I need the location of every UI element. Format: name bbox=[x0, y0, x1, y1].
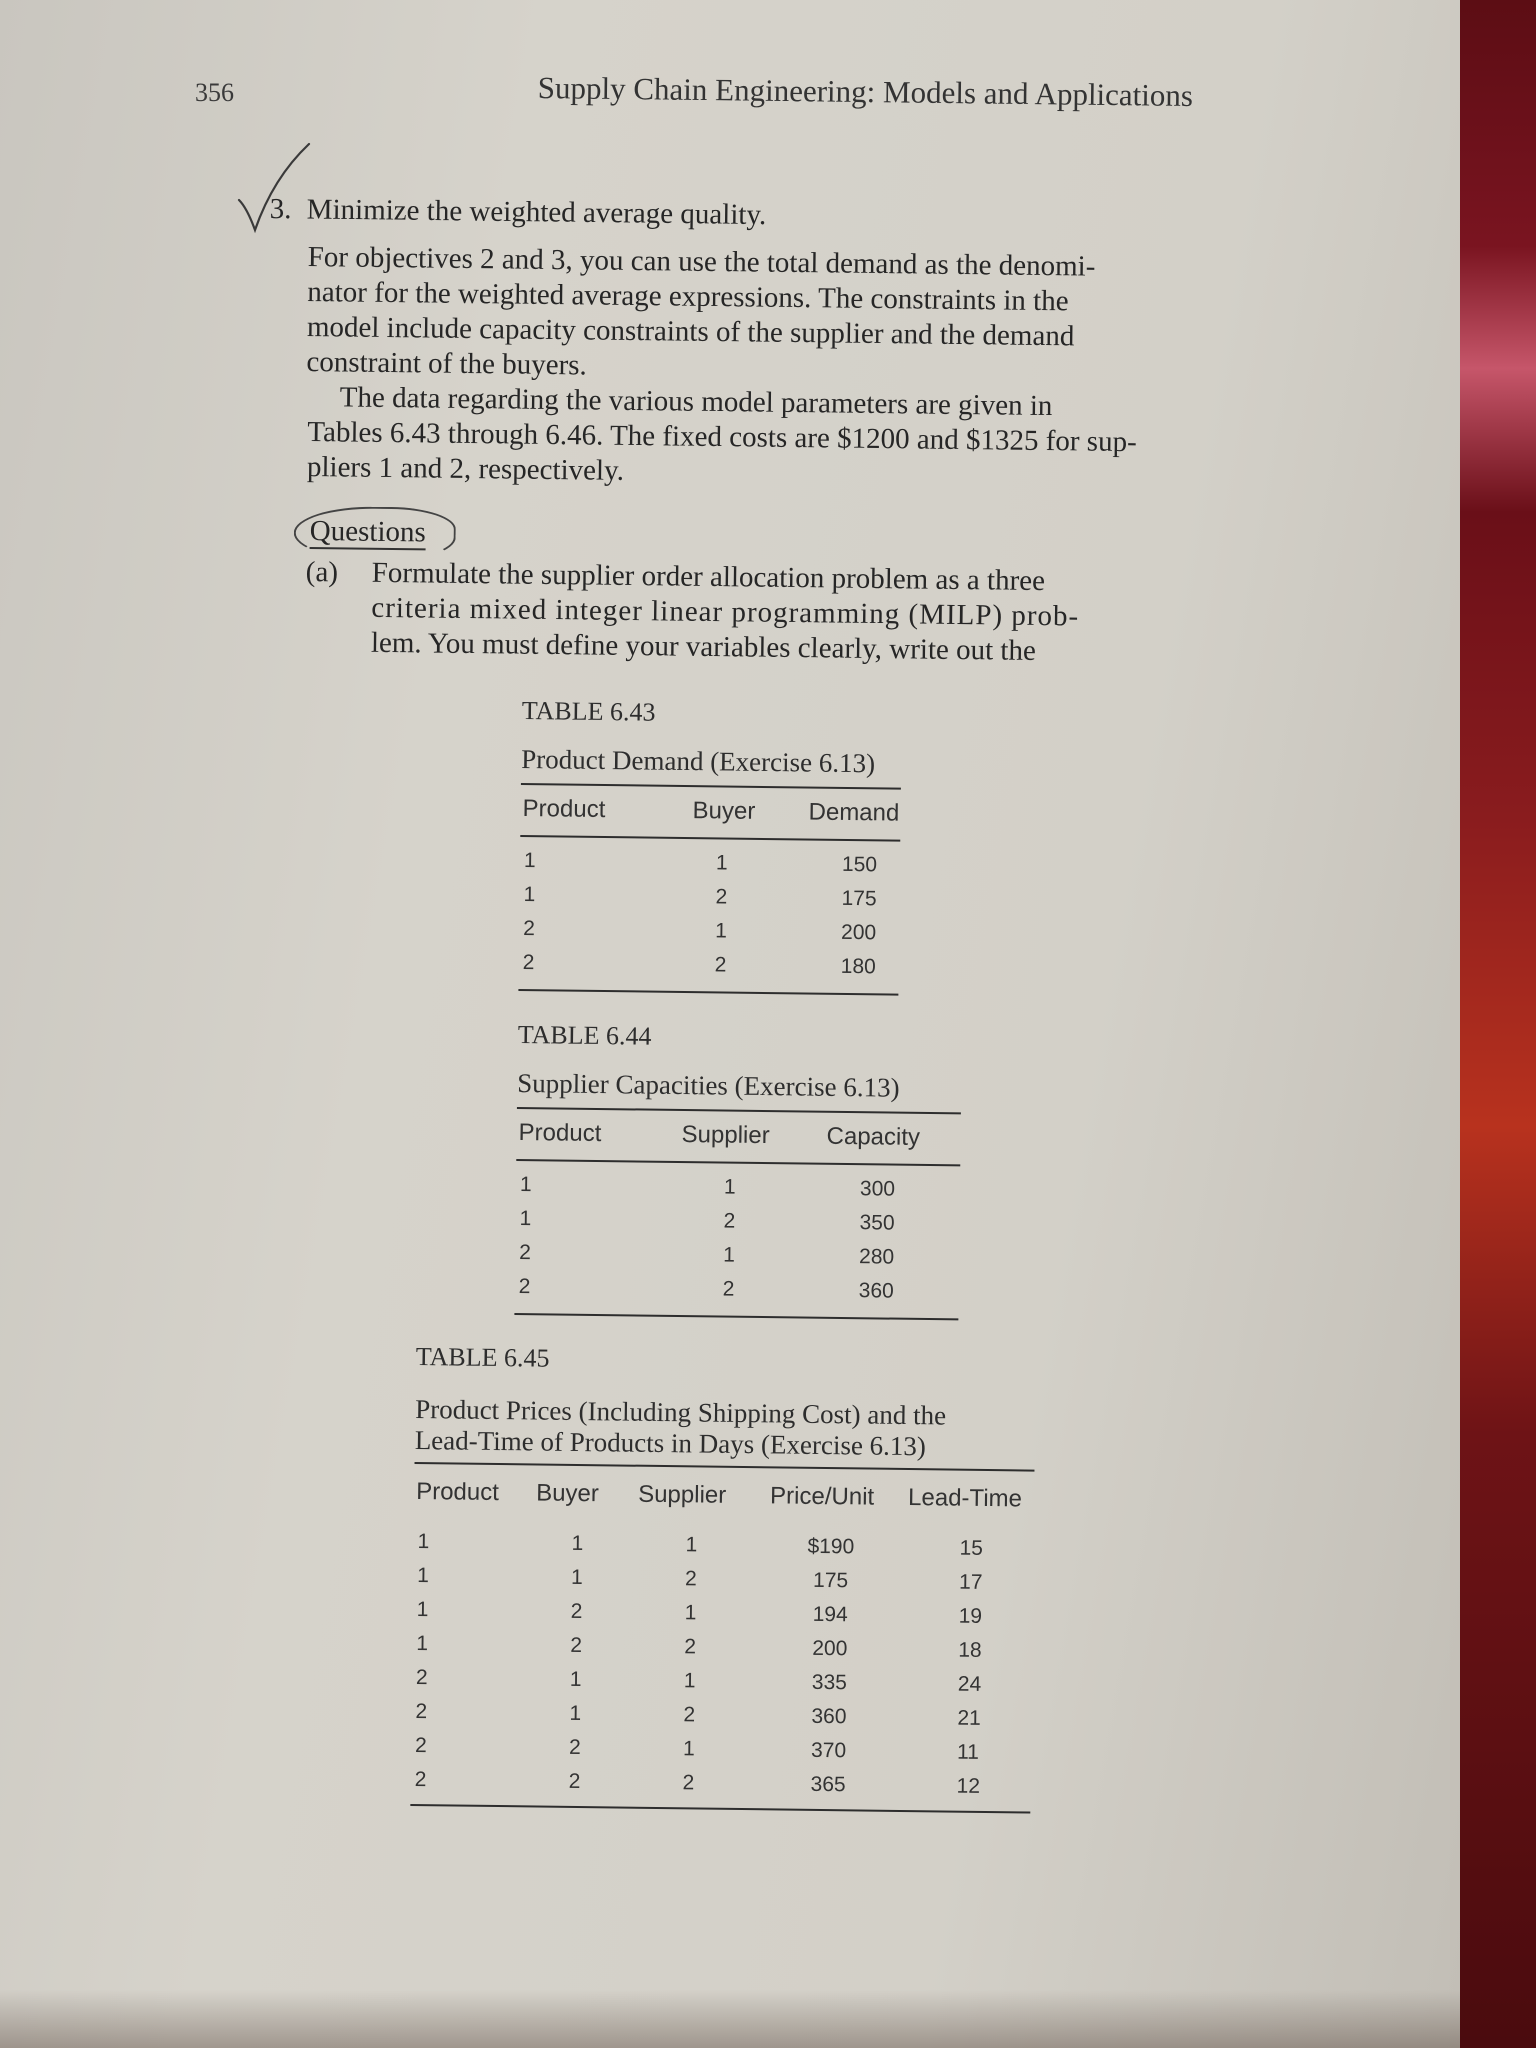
table-cell: 2 bbox=[715, 885, 728, 909]
table-cell: 175 bbox=[812, 1568, 849, 1593]
table-row bbox=[520, 849, 900, 888]
table-cell: 1 bbox=[569, 1667, 582, 1692]
column-header: Buyer bbox=[535, 1479, 600, 1508]
table-cell: 2 bbox=[568, 1769, 581, 1794]
table-cell: 2 bbox=[684, 1567, 697, 1591]
table-cell: 1 bbox=[723, 1243, 735, 1267]
table-cell: 1 bbox=[715, 851, 728, 875]
table-row bbox=[516, 1173, 960, 1212]
item-3-number: 3. bbox=[269, 192, 292, 226]
text-line: pliers 1 and 2, respectively. bbox=[306, 450, 625, 487]
paragraph-2 bbox=[307, 380, 1208, 496]
table-cell: 2 bbox=[714, 953, 727, 977]
table-caption-line: Product Prices (Including Shipping Cost) and the bbox=[414, 1393, 947, 1431]
column-header: Product bbox=[416, 1478, 500, 1507]
column-header: Capacity bbox=[826, 1122, 921, 1151]
column-header: Demand bbox=[808, 798, 900, 827]
table-cell: $190 bbox=[807, 1534, 855, 1559]
table-cell: 2 bbox=[519, 1241, 531, 1265]
table-cell: 2 bbox=[523, 917, 535, 941]
table-cell: 2 bbox=[518, 1275, 531, 1299]
pen-circle bbox=[293, 506, 456, 562]
table-row bbox=[515, 1207, 959, 1246]
table-cell: 200 bbox=[812, 1636, 848, 1661]
table-cell: 1 bbox=[519, 1207, 532, 1231]
column-header: Lead-Time bbox=[907, 1484, 1023, 1513]
paragraph-1 bbox=[306, 240, 1208, 391]
table-row bbox=[519, 883, 899, 922]
text-line: lem. You must define your variables clearly, write out the bbox=[370, 626, 1037, 667]
table-6-43 bbox=[518, 696, 902, 996]
table-cell: 350 bbox=[859, 1211, 895, 1235]
table-row bbox=[410, 1768, 1030, 1810]
table-6-44 bbox=[514, 1020, 962, 1320]
page-number: 356 bbox=[195, 78, 234, 107]
table-cell: 1 bbox=[417, 1530, 430, 1554]
table-cell: 360 bbox=[858, 1279, 894, 1303]
column-header: Product bbox=[522, 795, 606, 824]
text-line: constraint of the buyers. bbox=[306, 345, 587, 382]
text-line: The data regarding the various model parameters are given in bbox=[339, 381, 1053, 423]
table-cell: 360 bbox=[811, 1704, 847, 1729]
running-head: Supply Chain Engineering: Models and Applications bbox=[537, 70, 1194, 114]
table-cell: 15 bbox=[959, 1536, 984, 1560]
questions-heading bbox=[310, 514, 426, 550]
table-cell: 194 bbox=[812, 1602, 848, 1627]
question-a-label: (a) bbox=[305, 555, 339, 589]
item-3-text: Minimize the weighted average quality. bbox=[306, 193, 767, 232]
questions-label: Questions bbox=[309, 514, 426, 549]
table-cell: 1 bbox=[723, 1175, 736, 1199]
table-cell: 1 bbox=[519, 1173, 532, 1197]
table-cell: 11 bbox=[956, 1740, 979, 1764]
table-cell: 1 bbox=[571, 1531, 584, 1556]
table-cell: 18 bbox=[958, 1638, 982, 1662]
table-cell: 2 bbox=[414, 1734, 427, 1758]
table-cell: 180 bbox=[840, 954, 876, 979]
table-cell: 1 bbox=[569, 1701, 582, 1726]
table-cell: 1 bbox=[715, 919, 727, 943]
table-row bbox=[514, 1275, 958, 1314]
table-cell: 1 bbox=[523, 883, 536, 907]
table-row bbox=[515, 1241, 959, 1280]
table-row bbox=[518, 951, 898, 990]
table-cell: 21 bbox=[957, 1706, 981, 1730]
table-cell: 1 bbox=[685, 1533, 698, 1557]
table-cell: 1 bbox=[570, 1565, 583, 1590]
table-cell: 2 bbox=[414, 1768, 427, 1792]
table-6-45 bbox=[410, 1342, 1036, 1814]
table-cell: 175 bbox=[841, 886, 877, 911]
table-cell: 200 bbox=[840, 920, 877, 945]
table-cell: 150 bbox=[841, 852, 878, 877]
text-line: Tables 6.43 through 6.46. The fixed costs are $1200 and $1325 for sup- bbox=[307, 415, 1137, 459]
table-cell: 335 bbox=[811, 1670, 848, 1695]
table-title: TABLE 6.45 bbox=[415, 1342, 550, 1373]
column-header: Price/Unit bbox=[769, 1482, 875, 1511]
table-cell: 1 bbox=[416, 1632, 429, 1656]
table-cell: 2 bbox=[415, 1700, 428, 1724]
table-row bbox=[519, 917, 899, 956]
table-caption: Supplier Capacities (Exercise 6.13) bbox=[517, 1067, 900, 1103]
table-cell: 1 bbox=[523, 849, 536, 873]
text-line: For objectives 2 and 3, you can use the total demand as the denomi- bbox=[307, 240, 1096, 283]
table-caption: Product Demand (Exercise 6.13) bbox=[521, 743, 876, 779]
table-cell: 300 bbox=[859, 1177, 896, 1201]
table-cell: 17 bbox=[958, 1570, 983, 1594]
table-cell: 365 bbox=[810, 1772, 846, 1797]
table-cell: 2 bbox=[568, 1735, 581, 1760]
table-cell: 2 bbox=[682, 1771, 695, 1795]
table-cell: 24 bbox=[957, 1672, 982, 1696]
table-cell: 2 bbox=[722, 1277, 735, 1301]
table-cell: 2 bbox=[684, 1635, 697, 1659]
table-cell: 2 bbox=[570, 1633, 583, 1658]
column-header: Supplier bbox=[681, 1121, 770, 1150]
table-cell: 2 bbox=[522, 951, 535, 975]
table-cell: 1 bbox=[416, 1598, 429, 1622]
text-line: Formulate the supplier order allocation problem as a three bbox=[371, 556, 1046, 598]
table-cell: 1 bbox=[684, 1601, 697, 1625]
table-cell: 2 bbox=[683, 1703, 696, 1727]
column-header: Product bbox=[518, 1119, 602, 1148]
question-a bbox=[305, 555, 1206, 671]
table-title: TABLE 6.44 bbox=[517, 1020, 652, 1051]
table-caption-line: Lead-Time of Products in Days (Exercise 6.13) bbox=[414, 1424, 927, 1462]
text-line: nator for the weighted average expressions. The constraints in the bbox=[307, 275, 1069, 318]
table-title: TABLE 6.43 bbox=[521, 696, 656, 727]
table-cell: 1 bbox=[417, 1564, 429, 1588]
column-header: Supplier bbox=[637, 1480, 727, 1509]
table-cell: 1 bbox=[683, 1669, 696, 1693]
text-line: model include capacity constraints of the supplier and the demand bbox=[306, 310, 1075, 353]
page-shadow bbox=[0, 1990, 1460, 2048]
table-cell: 280 bbox=[858, 1245, 895, 1269]
table-cell: 2 bbox=[415, 1666, 428, 1690]
table-cell: 370 bbox=[810, 1738, 847, 1763]
text-line: criteria mixed integer linear programming (MILP) prob- bbox=[371, 591, 1080, 633]
column-header: Buyer bbox=[692, 797, 756, 825]
table-cell: 19 bbox=[958, 1604, 983, 1628]
table-cell: 2 bbox=[570, 1599, 583, 1624]
table-cell: 2 bbox=[723, 1209, 736, 1233]
table-cell: 12 bbox=[956, 1774, 981, 1798]
table-cell: 1 bbox=[682, 1737, 695, 1761]
item-3 bbox=[270, 192, 767, 233]
